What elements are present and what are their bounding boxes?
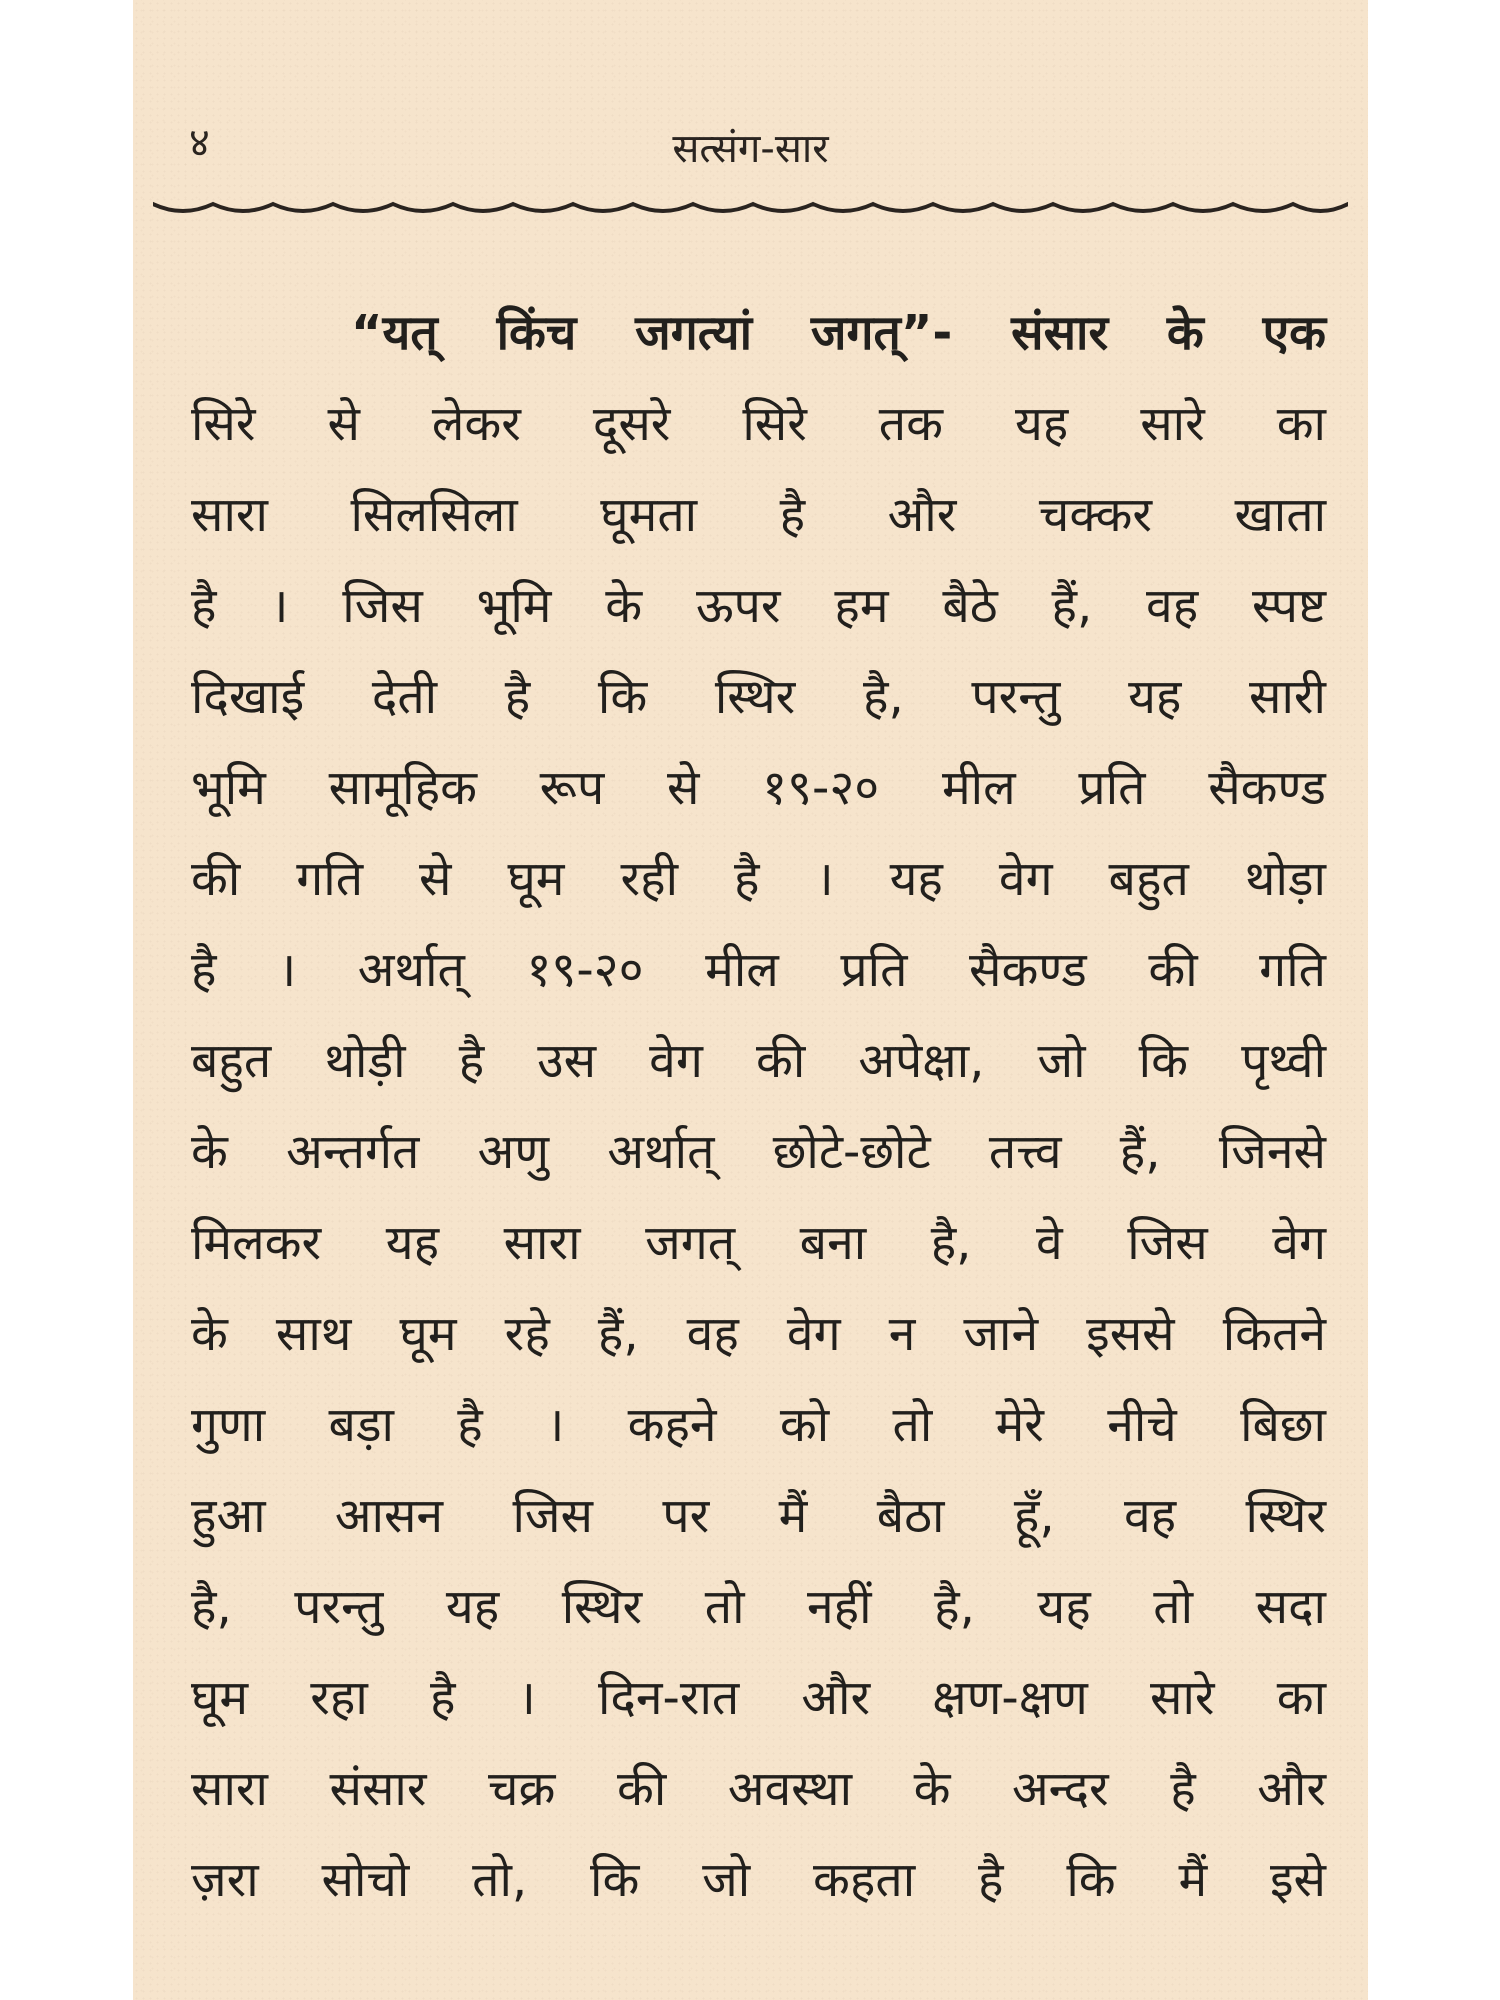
text-line: दिखाई देती है कि स्थिर है, परन्तु यह सारी <box>191 669 1326 725</box>
running-header <box>133 105 1368 175</box>
text-line: हुआ आसन जिस पर मैं बैठा हूँ, वह स्थिर <box>191 1488 1326 1544</box>
body-text <box>191 288 1326 1926</box>
text-line: है । अर्थात् १९-२० मील प्रति सैकण्ड की गति <box>191 942 1326 998</box>
book-page <box>133 0 1368 2000</box>
running-title: सत्संग-सार <box>672 126 829 172</box>
text-line: बहुत थोड़ी है उस वेग की अपेक्षा, जो कि पृथ्वी <box>191 1033 1326 1089</box>
text-line: घूम रहा है । दिन-रात और क्षण-क्षण सारे का <box>191 1670 1326 1726</box>
text-line: “यत् किंच जगत्यां जगत्”- संसार के एक <box>351 305 1326 361</box>
text-line: है । जिस भूमि के ऊपर हम बैठे हैं, वह स्पष्ट <box>191 578 1326 634</box>
text-line: ज़रा सोचो तो, कि जो कहता है कि मैं इसे <box>191 1852 1326 1908</box>
text-line: सिरे से लेकर दूसरे सिरे तक यह सारे का <box>191 396 1326 452</box>
text-line: है, परन्तु यह स्थिर तो नहीं है, यह तो सदा <box>191 1579 1326 1635</box>
text-line: सारा संसार चक्र की अवस्था के अन्दर है और <box>191 1761 1326 1817</box>
page-number: ४ <box>189 120 210 166</box>
text-line: के अन्तर्गत अणु अर्थात् छोटे-छोटे तत्त्व हैं, जिनसे <box>191 1124 1326 1180</box>
text-line: भूमि सामूहिक रूप से १९-२० मील प्रति सैकण्ड <box>191 760 1326 816</box>
wavy-divider <box>153 192 1348 232</box>
text-line: की गति से घूम रही है । यह वेग बहुत थोड़ा <box>191 851 1326 907</box>
text-line: गुणा बड़ा है । कहने को तो मेरे नीचे बिछा <box>191 1397 1326 1453</box>
text-line: के साथ घूम रहे हैं, वह वेग न जाने इससे कितने <box>191 1306 1326 1362</box>
text-line: सारा सिलसिला घूमता है और चक्कर खाता <box>191 487 1326 543</box>
text-line: मिलकर यह सारा जगत् बना है, वे जिस वेग <box>191 1215 1326 1271</box>
